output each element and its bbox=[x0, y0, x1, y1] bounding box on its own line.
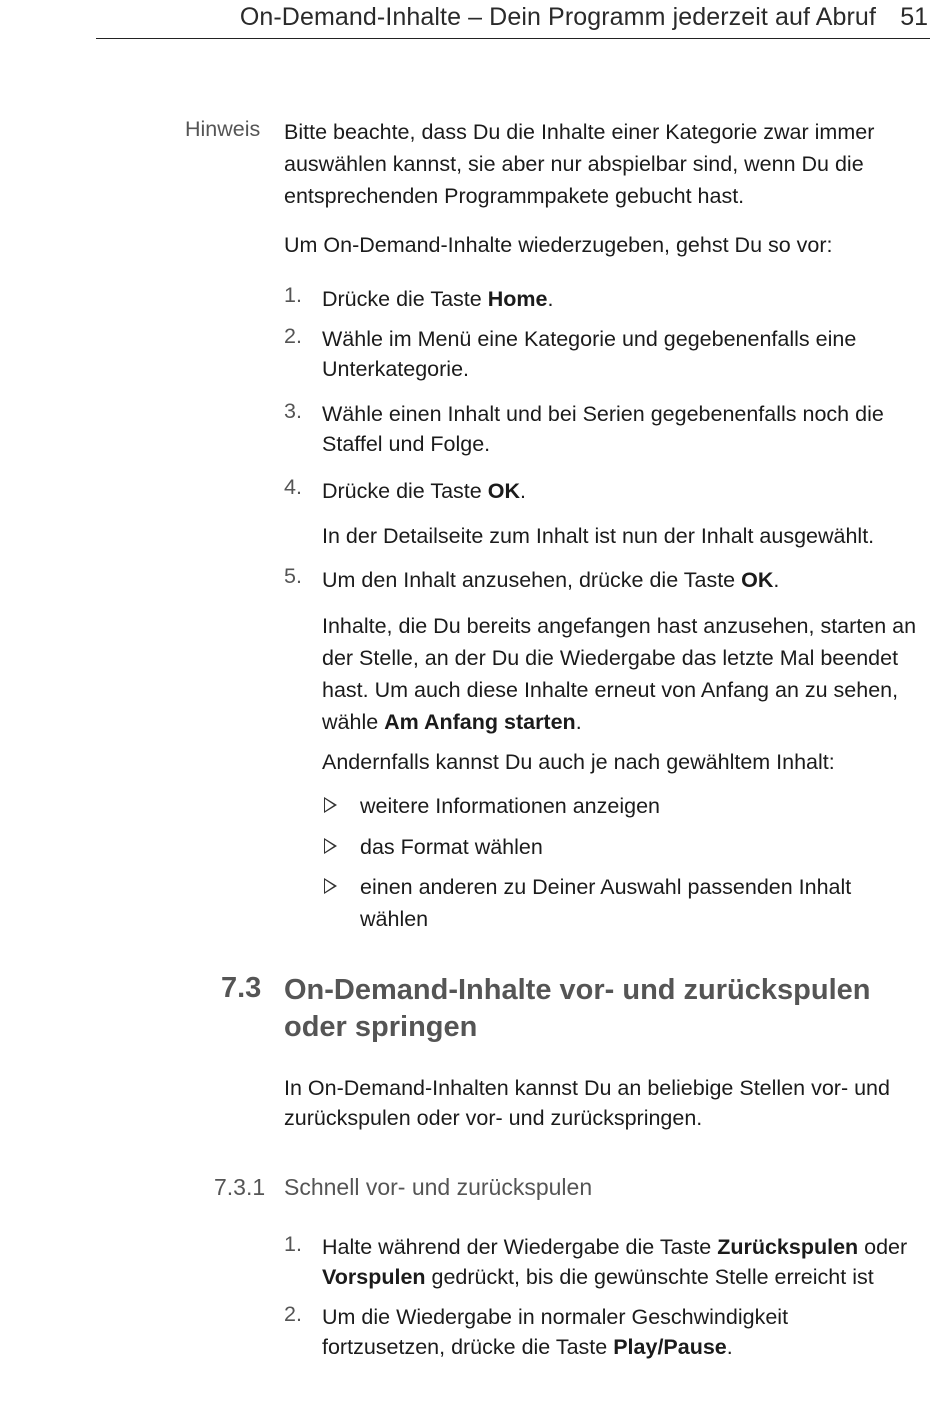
step-5-text: Um den Inhalt anzusehen, drücke die Taste OK. bbox=[322, 568, 780, 592]
step-number: 4. bbox=[284, 475, 302, 499]
options-intro: Andernfalls kannst Du auch je nach gewähltem Inhalt: bbox=[322, 750, 835, 774]
triangle-bullet-icon bbox=[324, 878, 337, 894]
rewind-step-2: Um die Wiedergabe in normaler Geschwindigkeit fortzusetzen, drücke die Taste Play/Pause. bbox=[322, 1305, 789, 1359]
step-5-paragraph: Inhalte, die Du bereits angefangen hast anzusehen, starten an der Stelle, an der Du die Wiedergabe das letzte Mal beendet hast. Um auch diese Inhalte erneut von Anfang an zu sehen, wähle Am Anfang starten. bbox=[322, 614, 917, 734]
note-text: Bitte beachte, dass Du die Inhalte einer Kategorie zwar immer auswählen kannst, sie aber nur abspielbar sind, wenn Du die entsprechenden Programmpakete gebucht hast. bbox=[284, 120, 875, 208]
section-number: 7.3 bbox=[221, 972, 262, 1004]
rewind-step-1: Halte während der Wiedergabe die Taste Zurückspulen oder Vorspulen gedrückt, bis die gewünschte Stelle erreicht ist bbox=[322, 1235, 908, 1289]
section-title: On-Demand-Inhalte vor- und zurückspulen oder springen bbox=[284, 974, 871, 1043]
option-item: das Format wählen bbox=[360, 835, 543, 859]
step-2-text: Wähle im Menü eine Kategorie und gegebenenfalls eine Unterkategorie. bbox=[322, 327, 857, 381]
triangle-bullet-icon bbox=[324, 797, 337, 813]
intro-text: Um On-Demand-Inhalte wiederzugeben, gehst Du so vor: bbox=[284, 233, 833, 257]
step-number: 2. bbox=[284, 324, 302, 348]
option-item: weitere Informationen anzeigen bbox=[360, 794, 660, 818]
step-number: 3. bbox=[284, 399, 302, 423]
page-header bbox=[96, 0, 930, 39]
subsection-title: Schnell vor- und zurückspulen bbox=[284, 1174, 593, 1200]
step-number: 1. bbox=[284, 1232, 302, 1256]
running-title: On-Demand-Inhalte – Dein Programm jederzeit auf Abruf bbox=[239, 3, 876, 31]
step-4-note: In der Detailseite zum Inhalt ist nun der Inhalt ausgewählt. bbox=[322, 524, 875, 548]
triangle-bullet-icon bbox=[324, 838, 337, 854]
subsection-number: 7.3.1 bbox=[214, 1174, 266, 1200]
step-3-text: Wähle einen Inhalt und bei Serien gegebenenfalls noch die Staffel und Folge. bbox=[322, 402, 884, 456]
step-4-text: Drücke die Taste OK. bbox=[322, 479, 526, 503]
step-1-text: Drücke die Taste Home. bbox=[322, 287, 554, 311]
note-label: Hinweis bbox=[185, 117, 261, 141]
step-number: 2. bbox=[284, 1302, 302, 1326]
step-number: 1. bbox=[284, 283, 302, 307]
section-text: In On-Demand-Inhalten kannst Du an beliebige Stellen vor- und zurückspulen oder vor- und zurückspringen. bbox=[284, 1076, 890, 1130]
page-number: 51 bbox=[900, 3, 928, 31]
step-number: 5. bbox=[284, 564, 302, 588]
option-item: einen anderen zu Deiner Auswahl passenden Inhalt wählen bbox=[360, 875, 852, 931]
